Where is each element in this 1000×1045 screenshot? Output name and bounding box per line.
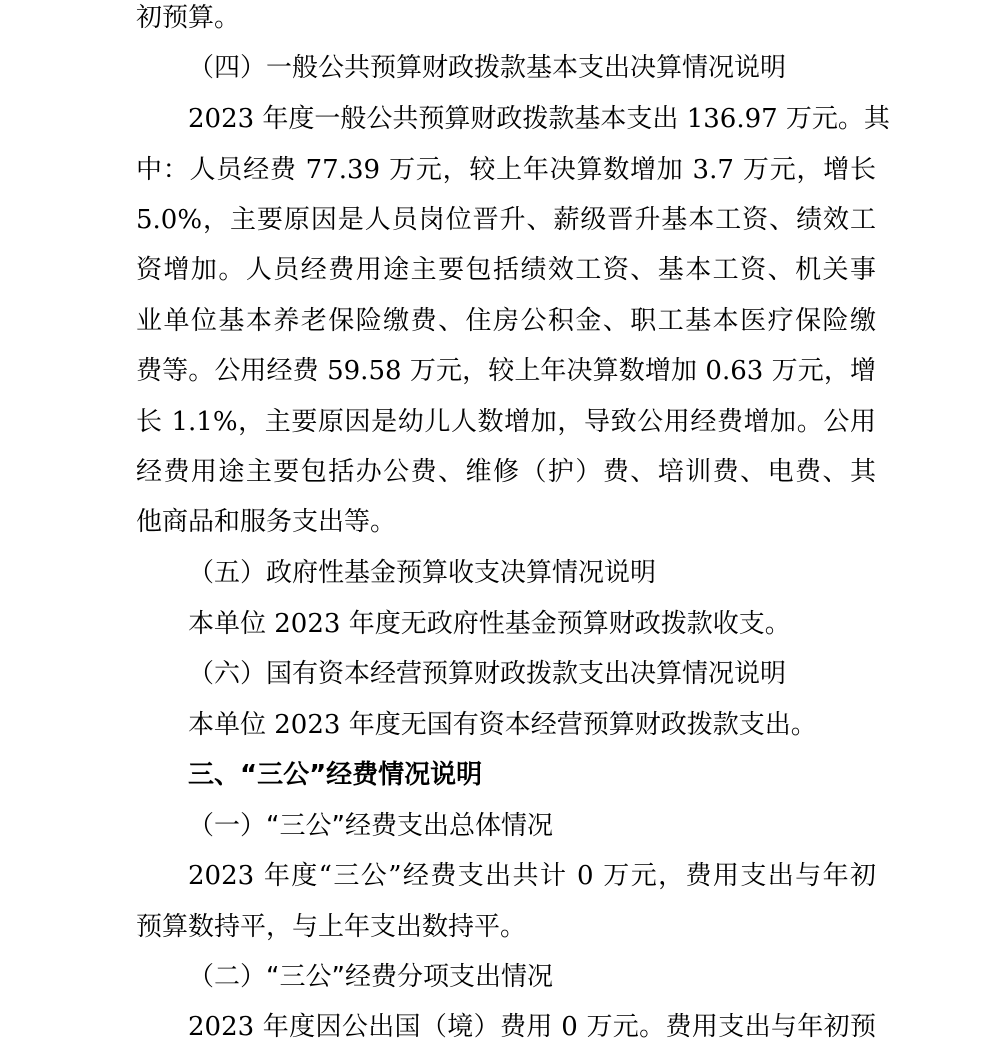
paragraph-line: 2023 年度一般公共预算财政拨款基本支出 136.97 万元。其 — [188, 104, 890, 134]
paragraph-line: 2023 年度“三公”经费支出共计 0 万元，费用支出与年初 — [188, 861, 876, 891]
subheading-state-capital-budget: （六）国有资本经营预算财政拨款支出决算情况说明 — [188, 659, 787, 689]
subheading-government-fund-budget: （五）政府性基金预算收支决算情况说明 — [188, 558, 657, 588]
subheading-general-budget-basic-expenditure: （四）一般公共预算财政拨款基本支出决算情况说明 — [188, 53, 787, 83]
paragraph-line: 5.0%，主要原因是人员岗位晋升、薪级晋升基本工资、绩效工 — [136, 205, 876, 235]
paragraph-line: 他商品和服务支出等。 — [136, 507, 397, 537]
paragraph-line: 资增加。人员经费用途主要包括绩效工资、基本工资、机关事 — [136, 255, 876, 285]
subheading-three-public-total: （一）“三公”经费支出总体情况 — [188, 811, 553, 841]
section-heading-three-public-expenses: 三、“三公”经费情况说明 — [188, 760, 483, 790]
paragraph-line: 长 1.1%，主要原因是幼儿人数增加，导致公用经费增加。公用 — [136, 407, 876, 437]
paragraph-line: 2023 年度因公出国（境）费用 0 万元。费用支出与年初预 — [188, 1012, 876, 1042]
subheading-three-public-itemized: （二）“三公”经费分项支出情况 — [188, 962, 553, 992]
paragraph-line: 本单位 2023 年度无国有资本经营预算财政拨款支出。 — [188, 710, 817, 740]
paragraph-line: 中：人员经费 77.39 万元，较上年决算数增加 3.7 万元，增长 — [136, 155, 876, 185]
paragraph-line: 业单位基本养老保险缴费、住房公积金、职工基本医疗保险缴 — [136, 306, 876, 336]
paragraph-line: 本单位 2023 年度无政府性基金预算财政拨款收支。 — [188, 609, 791, 639]
paragraph-line: 费等。公用经费 59.58 万元，较上年决算数增加 0.63 万元，增 — [136, 356, 876, 386]
paragraph-line: 经费用途主要包括办公费、维修（护）费、培训费、电费、其 — [136, 457, 876, 487]
paragraph-line: 预算数持平，与上年支出数持平。 — [136, 912, 527, 942]
paragraph-line: 初预算。 — [136, 3, 241, 33]
